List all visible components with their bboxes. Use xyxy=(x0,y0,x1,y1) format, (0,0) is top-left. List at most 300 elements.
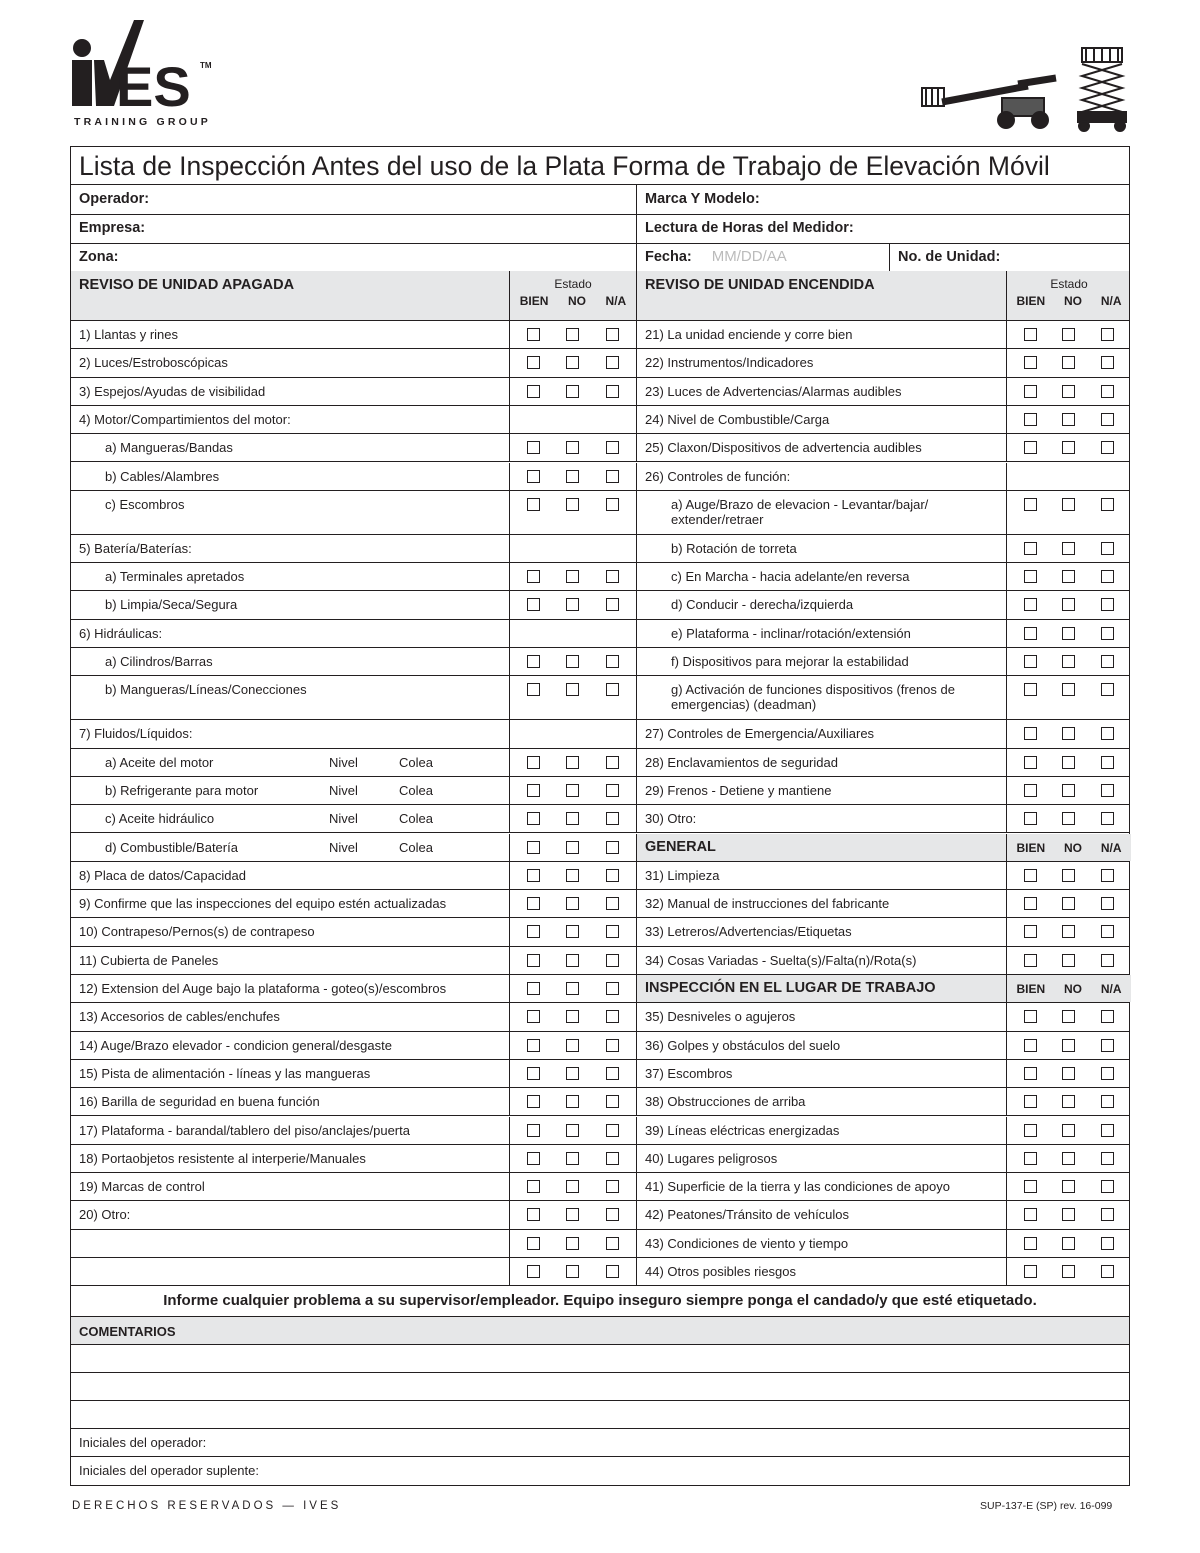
left-item-na-checkbox[interactable] xyxy=(606,356,619,369)
comment-line[interactable] xyxy=(71,1345,1129,1372)
left-item-na-checkbox[interactable] xyxy=(606,954,619,967)
left-item-no-checkbox[interactable] xyxy=(566,1152,579,1165)
left-item-bien-checkbox[interactable] xyxy=(527,756,540,769)
right-item-bien-checkbox[interactable] xyxy=(1024,413,1037,426)
left-item-na-checkbox[interactable] xyxy=(606,812,619,825)
left-item-text: a) Terminales apretados xyxy=(105,569,245,585)
zona-field[interactable]: Zona: xyxy=(79,249,119,265)
left-status-cell xyxy=(509,1173,636,1200)
iniciales-row xyxy=(71,1429,1129,1457)
left-item-na-checkbox[interactable] xyxy=(606,925,619,938)
left-item-no-checkbox[interactable] xyxy=(566,756,579,769)
right-item-no-checkbox[interactable] xyxy=(1062,441,1075,454)
right-status-cell xyxy=(1006,947,1131,974)
right-item-no-checkbox[interactable] xyxy=(1062,727,1075,740)
left-item-na-checkbox[interactable] xyxy=(606,655,619,668)
right-item-bien-checkbox[interactable] xyxy=(1024,570,1037,583)
left-item-bien-checkbox[interactable] xyxy=(527,841,540,854)
left-item-bien-checkbox[interactable] xyxy=(527,1039,540,1052)
left-item-text: a) Mangueras/Bandas xyxy=(105,440,233,456)
right-item-na-checkbox[interactable] xyxy=(1101,1067,1114,1080)
right-status-cell xyxy=(1006,1173,1131,1200)
left-item-na-checkbox[interactable] xyxy=(606,1124,619,1137)
left-item-bien-checkbox[interactable] xyxy=(527,570,540,583)
section-bien-label: BIEN xyxy=(1016,840,1046,855)
left-item-no-checkbox[interactable] xyxy=(566,982,579,995)
left-item-na-checkbox[interactable] xyxy=(606,1095,619,1108)
right-item-no-checkbox[interactable] xyxy=(1062,1010,1075,1023)
right-item-bien-checkbox[interactable] xyxy=(1024,683,1037,696)
right-item-checkboxes xyxy=(1007,1038,1131,1052)
left-item-bien-checkbox[interactable] xyxy=(527,470,540,483)
comment-line[interactable] xyxy=(71,1401,1129,1428)
left-item-bien-checkbox[interactable] xyxy=(527,1208,540,1221)
logo-subtitle: TRAINING GROUP xyxy=(74,116,211,128)
left-item-bien-checkbox[interactable] xyxy=(527,954,540,967)
left-item-no-checkbox[interactable] xyxy=(566,954,579,967)
right-item-checkboxes xyxy=(1007,384,1131,398)
left-status-cell xyxy=(509,676,636,719)
left-item-text: 4) Motor/Compartimientos del motor: xyxy=(79,411,291,427)
table-row xyxy=(71,749,1129,777)
marca-modelo-field[interactable]: Marca Y Modelo: xyxy=(636,185,1131,214)
right-item-label: 36) Golpes y obstáculos del suelo xyxy=(636,1032,1006,1059)
right-item-checkboxes xyxy=(1007,1009,1131,1023)
left-item-label xyxy=(71,676,509,719)
right-item-checkboxes xyxy=(1007,1179,1131,1193)
left-item-na-checkbox[interactable] xyxy=(606,470,619,483)
left-item-bien-checkbox[interactable] xyxy=(527,441,540,454)
left-item-checkboxes xyxy=(510,1038,636,1052)
right-item-no-checkbox[interactable] xyxy=(1062,1208,1075,1221)
right-item-na-checkbox[interactable] xyxy=(1101,356,1114,369)
left-status-cell xyxy=(509,1145,636,1172)
right-item-label: a) Auge/Brazo de elevacion - Levantar/bajar/ extender/retraer xyxy=(636,491,1006,534)
left-item-label xyxy=(71,805,509,832)
right-item-na-checkbox[interactable] xyxy=(1101,869,1114,882)
left-item-bien-checkbox[interactable] xyxy=(527,784,540,797)
left-item-na-checkbox[interactable] xyxy=(606,1265,619,1278)
right-item-no-checkbox[interactable] xyxy=(1062,1039,1075,1052)
right-bien-label: BIEN xyxy=(1016,294,1046,308)
left-item-na-checkbox[interactable] xyxy=(606,598,619,611)
right-item-checkboxes xyxy=(1007,1207,1131,1221)
left-item-bien-checkbox[interactable] xyxy=(527,1010,540,1023)
left-item-no-checkbox[interactable] xyxy=(566,1010,579,1023)
left-item-checkboxes xyxy=(510,896,636,910)
right-item-bien-checkbox[interactable] xyxy=(1024,784,1037,797)
left-item-no-checkbox[interactable] xyxy=(566,1180,579,1193)
left-item-no-checkbox[interactable] xyxy=(566,441,579,454)
left-item-label xyxy=(71,463,509,490)
left-item-bien-checkbox[interactable] xyxy=(527,1067,540,1080)
left-item-label xyxy=(71,947,509,974)
left-item-na-checkbox[interactable] xyxy=(606,1067,619,1080)
right-status-cell xyxy=(1006,406,1131,433)
right-item-no-checkbox[interactable] xyxy=(1062,869,1075,882)
right-item-no-checkbox[interactable] xyxy=(1062,756,1075,769)
right-item-no-checkbox[interactable] xyxy=(1062,1095,1075,1108)
left-item-no-checkbox[interactable] xyxy=(566,570,579,583)
left-item-bien-checkbox[interactable] xyxy=(527,982,540,995)
left-item-text: 15) Pista de alimentación - líneas y las mangueras xyxy=(79,1065,371,1081)
left-item-bien-checkbox[interactable] xyxy=(527,897,540,910)
left-item-na-checkbox[interactable] xyxy=(606,869,619,882)
left-item-na-checkbox[interactable] xyxy=(606,784,619,797)
right-item-no-checkbox[interactable] xyxy=(1062,498,1075,511)
table-row xyxy=(71,535,1129,563)
right-item-bien-checkbox[interactable] xyxy=(1024,1237,1037,1250)
right-item-bien-checkbox[interactable] xyxy=(1024,655,1037,668)
right-item-bien-checkbox[interactable] xyxy=(1024,954,1037,967)
right-item-na-checkbox[interactable] xyxy=(1101,727,1114,740)
right-status-cell xyxy=(1006,620,1131,647)
right-item-no-checkbox[interactable] xyxy=(1062,328,1075,341)
right-item-bien-checkbox[interactable] xyxy=(1024,1010,1037,1023)
left-item-na-checkbox[interactable] xyxy=(606,1010,619,1023)
left-item-no-checkbox[interactable] xyxy=(566,683,579,696)
right-item-no-checkbox[interactable] xyxy=(1062,627,1075,640)
right-item-bien-checkbox[interactable] xyxy=(1024,1067,1037,1080)
lectura-horas-field[interactable]: Lectura de Horas del Medidor: xyxy=(636,214,1131,243)
left-item-na-checkbox[interactable] xyxy=(606,982,619,995)
right-status-cell xyxy=(1006,1117,1131,1144)
table-row xyxy=(71,1032,1129,1060)
right-item-label: 37) Escombros xyxy=(636,1060,1006,1087)
right-item-na-checkbox[interactable] xyxy=(1101,328,1114,341)
right-item-no-checkbox[interactable] xyxy=(1062,784,1075,797)
notice-row xyxy=(71,1286,1129,1317)
left-item-text: 12) Extension del Auge bajo la plataforma - goteo(s)/escombros xyxy=(79,981,447,996)
right-item-na-checkbox[interactable] xyxy=(1101,812,1114,825)
right-item-na-checkbox[interactable] xyxy=(1101,655,1114,668)
left-item-bien-checkbox[interactable] xyxy=(527,683,540,696)
left-item-na-checkbox[interactable] xyxy=(606,1180,619,1193)
left-item-na-checkbox[interactable] xyxy=(606,841,619,854)
left-status-cell xyxy=(509,648,636,675)
right-item-label: 27) Controles de Emergencia/Auxiliares xyxy=(636,720,1006,747)
right-item-checkboxes xyxy=(1007,626,1131,640)
left-item-no-checkbox[interactable] xyxy=(566,1237,579,1250)
left-item-bien-checkbox[interactable] xyxy=(527,812,540,825)
right-item-no-checkbox[interactable] xyxy=(1062,570,1075,583)
right-item-no-checkbox[interactable] xyxy=(1062,1180,1075,1193)
iniciales-operador-field[interactable]: Iniciales del operador: xyxy=(79,1435,207,1451)
left-item-bien-checkbox[interactable] xyxy=(527,869,540,882)
left-item-bien-checkbox[interactable] xyxy=(527,925,540,938)
right-item-na-checkbox[interactable] xyxy=(1101,1010,1114,1023)
left-item-no-checkbox[interactable] xyxy=(566,869,579,882)
right-status-cell xyxy=(1006,676,1131,719)
right-item-bien-checkbox[interactable] xyxy=(1024,897,1037,910)
right-item-na-checkbox[interactable] xyxy=(1101,627,1114,640)
iniciales-suplente-row xyxy=(71,1457,1129,1484)
comment-row xyxy=(71,1345,1129,1373)
left-item-no-checkbox[interactable] xyxy=(566,356,579,369)
form-title: Lista de Inspección Antes del uso de la Plata Forma de Trabajo de Elevación Móvil xyxy=(71,147,1129,185)
left-item-no-checkbox[interactable] xyxy=(566,1208,579,1221)
right-item-label: 44) Otros posibles riesgos xyxy=(636,1258,1006,1285)
left-item-na-checkbox[interactable] xyxy=(606,498,619,511)
right-item-na-checkbox[interactable] xyxy=(1101,598,1114,611)
right-item-no-checkbox[interactable] xyxy=(1062,1152,1075,1165)
left-item-checkboxes xyxy=(510,1264,636,1278)
right-item-bien-checkbox[interactable] xyxy=(1024,1180,1037,1193)
left-item-na-checkbox[interactable] xyxy=(606,1237,619,1250)
lift-machines-icon xyxy=(918,42,1130,134)
right-item-na-checkbox[interactable] xyxy=(1101,1265,1114,1278)
right-item-no-checkbox[interactable] xyxy=(1062,683,1075,696)
left-item-bien-checkbox[interactable] xyxy=(527,1237,540,1250)
right-item-na-checkbox[interactable] xyxy=(1101,413,1114,426)
right-item-na-checkbox[interactable] xyxy=(1101,1237,1114,1250)
right-item-na-checkbox[interactable] xyxy=(1101,897,1114,910)
table-row xyxy=(71,834,1129,862)
right-item-na-checkbox[interactable] xyxy=(1101,498,1114,511)
right-item-no-checkbox[interactable] xyxy=(1062,356,1075,369)
left-item-no-checkbox[interactable] xyxy=(566,925,579,938)
right-item-na-checkbox[interactable] xyxy=(1101,925,1114,938)
right-item-na-checkbox[interactable] xyxy=(1101,1039,1114,1052)
right-item-bien-checkbox[interactable] xyxy=(1024,1152,1037,1165)
left-item-no-checkbox[interactable] xyxy=(566,598,579,611)
right-item-na-checkbox[interactable] xyxy=(1101,542,1114,555)
right-section-status-header xyxy=(1006,975,1131,1002)
right-item-bien-checkbox[interactable] xyxy=(1024,598,1037,611)
left-item-bien-checkbox[interactable] xyxy=(527,498,540,511)
left-item-bien-checkbox[interactable] xyxy=(527,598,540,611)
right-item-no-checkbox[interactable] xyxy=(1062,1237,1075,1250)
left-item-label xyxy=(71,975,509,1002)
right-item-no-checkbox[interactable] xyxy=(1062,1124,1075,1137)
left-item-label xyxy=(71,1258,509,1285)
table-row xyxy=(71,1117,1129,1145)
right-item-na-checkbox[interactable] xyxy=(1101,756,1114,769)
right-item-bien-checkbox[interactable] xyxy=(1024,1208,1037,1221)
left-item-no-checkbox[interactable] xyxy=(566,470,579,483)
right-item-na-checkbox[interactable] xyxy=(1101,385,1114,398)
right-item-bien-checkbox[interactable] xyxy=(1024,869,1037,882)
right-item-checkboxes xyxy=(1007,1066,1131,1080)
colea-label: Colea xyxy=(399,754,433,770)
right-section-title: REVISO DE UNIDAD ENCENDIDA xyxy=(636,271,1006,320)
right-item-checkboxes xyxy=(1007,1151,1131,1165)
left-item-checkboxes xyxy=(510,755,636,769)
right-item-checkboxes xyxy=(1007,924,1131,938)
right-item-no-checkbox[interactable] xyxy=(1062,812,1075,825)
right-item-checkboxes xyxy=(1007,953,1131,967)
left-status-cell xyxy=(509,720,636,747)
right-item-na-checkbox[interactable] xyxy=(1101,441,1114,454)
inspection-form xyxy=(70,146,1130,1486)
left-item-no-checkbox[interactable] xyxy=(566,498,579,511)
right-item-na-checkbox[interactable] xyxy=(1101,1180,1114,1193)
left-item-label xyxy=(71,918,509,945)
right-status-cell xyxy=(1006,890,1131,917)
right-item-no-checkbox[interactable] xyxy=(1062,897,1075,910)
left-item-no-checkbox[interactable] xyxy=(566,328,579,341)
right-item-bien-checkbox[interactable] xyxy=(1024,812,1037,825)
left-item-no-checkbox[interactable] xyxy=(566,841,579,854)
right-item-checkboxes xyxy=(1007,355,1131,369)
left-item-checkboxes xyxy=(510,981,636,995)
left-item-na-checkbox[interactable] xyxy=(606,897,619,910)
left-item-checkboxes xyxy=(510,384,636,398)
right-item-no-checkbox[interactable] xyxy=(1062,385,1075,398)
left-item-text: 10) Contrapeso/Pernos(s) de contrapeso xyxy=(79,924,315,940)
left-status-cell xyxy=(509,890,636,917)
iniciales-suplente-field[interactable]: Iniciales del operador suplente: xyxy=(79,1463,259,1479)
left-item-na-checkbox[interactable] xyxy=(606,441,619,454)
left-no-label: NO xyxy=(567,294,586,308)
left-item-bien-checkbox[interactable] xyxy=(527,1180,540,1193)
left-item-na-checkbox[interactable] xyxy=(606,570,619,583)
right-item-na-checkbox[interactable] xyxy=(1101,1095,1114,1108)
left-item-na-checkbox[interactable] xyxy=(606,1152,619,1165)
footer-form-code: SUP-137-E (SP) rev. 16-099 xyxy=(980,1500,1113,1512)
right-item-na-checkbox[interactable] xyxy=(1101,570,1114,583)
right-item-bien-checkbox[interactable] xyxy=(1024,356,1037,369)
left-item-label xyxy=(71,535,509,562)
left-item-bien-checkbox[interactable] xyxy=(527,1095,540,1108)
left-item-bien-checkbox[interactable] xyxy=(527,1265,540,1278)
left-item-no-checkbox[interactable] xyxy=(566,784,579,797)
right-item-bien-checkbox[interactable] xyxy=(1024,1095,1037,1108)
left-item-checkboxes xyxy=(510,355,636,369)
right-item-na-checkbox[interactable] xyxy=(1101,1152,1114,1165)
right-item-bien-checkbox[interactable] xyxy=(1024,627,1037,640)
table-row xyxy=(71,1173,1129,1201)
left-item-na-checkbox[interactable] xyxy=(606,385,619,398)
left-status-cell xyxy=(509,406,636,433)
right-item-label: 43) Condiciones de viento y tiempo xyxy=(636,1230,1006,1257)
right-item-bien-checkbox[interactable] xyxy=(1024,441,1037,454)
right-item-bien-checkbox[interactable] xyxy=(1024,925,1037,938)
left-item-label xyxy=(71,1173,509,1200)
left-item-na-checkbox[interactable] xyxy=(606,1039,619,1052)
right-status-cell xyxy=(1006,378,1131,405)
right-item-label: c) En Marcha - hacia adelante/en reversa xyxy=(636,563,1006,590)
unidad-field[interactable]: No. de Unidad: xyxy=(889,243,1131,272)
left-item-no-checkbox[interactable] xyxy=(566,897,579,910)
right-item-bien-checkbox[interactable] xyxy=(1024,385,1037,398)
left-item-na-checkbox[interactable] xyxy=(606,756,619,769)
colea-label: Colea xyxy=(399,839,433,855)
right-item-checkboxes xyxy=(1007,896,1131,910)
left-item-checkboxes xyxy=(510,811,636,825)
right-item-na-checkbox[interactable] xyxy=(1101,1208,1114,1221)
operador-field[interactable]: Operador: xyxy=(79,191,150,207)
table-row xyxy=(71,777,1129,805)
left-status-cell xyxy=(509,1258,636,1285)
left-item-no-checkbox[interactable] xyxy=(566,1039,579,1052)
right-item-label: e) Plataforma - inclinar/rotación/extensión xyxy=(636,620,1006,647)
left-item-no-checkbox[interactable] xyxy=(566,655,579,668)
right-status-cell xyxy=(1006,463,1131,490)
right-item-no-checkbox[interactable] xyxy=(1062,413,1075,426)
table-row xyxy=(71,406,1129,434)
table-row xyxy=(71,463,1129,491)
left-item-bien-checkbox[interactable] xyxy=(527,1124,540,1137)
left-item-label xyxy=(71,1230,509,1257)
left-item-checkboxes xyxy=(510,469,636,483)
left-item-na-checkbox[interactable] xyxy=(606,683,619,696)
right-item-label: 26) Controles de función: xyxy=(636,463,1006,490)
right-item-no-checkbox[interactable] xyxy=(1062,1067,1075,1080)
right-status-cell xyxy=(1006,349,1131,376)
right-item-na-checkbox[interactable] xyxy=(1101,683,1114,696)
right-status-cell xyxy=(1006,1230,1131,1257)
right-item-no-checkbox[interactable] xyxy=(1062,598,1075,611)
left-item-no-checkbox[interactable] xyxy=(566,1124,579,1137)
left-item-bien-checkbox[interactable] xyxy=(527,385,540,398)
right-item-label: 39) Líneas eléctricas energizadas xyxy=(636,1117,1006,1144)
left-item-no-checkbox[interactable] xyxy=(566,1067,579,1080)
left-item-na-checkbox[interactable] xyxy=(606,328,619,341)
left-item-label xyxy=(71,591,509,618)
right-item-bien-checkbox[interactable] xyxy=(1024,1265,1037,1278)
left-item-no-checkbox[interactable] xyxy=(566,385,579,398)
right-item-bien-checkbox[interactable] xyxy=(1024,756,1037,769)
left-item-bien-checkbox[interactable] xyxy=(527,655,540,668)
right-item-checkboxes xyxy=(1007,811,1131,825)
left-item-na-checkbox[interactable] xyxy=(606,1208,619,1221)
section-no-label: NO xyxy=(1063,982,1082,996)
right-status-cell xyxy=(1006,1258,1131,1285)
right-item-na-checkbox[interactable] xyxy=(1101,954,1114,967)
empresa-field[interactable]: Empresa: xyxy=(79,220,146,236)
left-item-label xyxy=(71,1145,509,1172)
right-item-bien-checkbox[interactable] xyxy=(1024,498,1037,511)
right-item-na-checkbox[interactable] xyxy=(1101,1124,1114,1137)
left-item-text: 19) Marcas de control xyxy=(79,1179,205,1195)
table-row xyxy=(71,1060,1129,1088)
right-item-bien-checkbox[interactable] xyxy=(1024,1124,1037,1137)
right-item-no-checkbox[interactable] xyxy=(1062,542,1075,555)
left-item-bien-checkbox[interactable] xyxy=(527,1152,540,1165)
left-item-bien-checkbox[interactable] xyxy=(527,328,540,341)
left-item-no-checkbox[interactable] xyxy=(566,1095,579,1108)
right-item-no-checkbox[interactable] xyxy=(1062,925,1075,938)
left-item-label xyxy=(71,620,509,647)
right-item-no-checkbox[interactable] xyxy=(1062,655,1075,668)
right-item-bien-checkbox[interactable] xyxy=(1024,727,1037,740)
right-item-label: 25) Claxon/Dispositivos de advertencia audibles xyxy=(636,434,1006,461)
left-item-no-checkbox[interactable] xyxy=(566,812,579,825)
right-item-bien-checkbox[interactable] xyxy=(1024,1039,1037,1052)
nivel-label: Nivel xyxy=(329,811,358,827)
left-status-cell xyxy=(509,491,636,534)
comment-line[interactable] xyxy=(71,1373,1129,1400)
right-item-checkboxes xyxy=(1007,569,1131,583)
fecha-field[interactable] xyxy=(636,243,889,272)
nivel-label: Nivel xyxy=(329,782,358,798)
right-item-no-checkbox[interactable] xyxy=(1062,1265,1075,1278)
left-item-bien-checkbox[interactable] xyxy=(527,356,540,369)
right-status-cell xyxy=(1006,1060,1131,1087)
right-item-no-checkbox[interactable] xyxy=(1062,954,1075,967)
right-item-na-checkbox[interactable] xyxy=(1101,784,1114,797)
right-item-bien-checkbox[interactable] xyxy=(1024,542,1037,555)
left-item-checkboxes xyxy=(510,1094,636,1108)
right-item-bien-checkbox[interactable] xyxy=(1024,328,1037,341)
right-status-cell xyxy=(1006,491,1131,534)
left-item-no-checkbox[interactable] xyxy=(566,1265,579,1278)
right-item-checkboxes xyxy=(1007,497,1131,511)
checklist-header-row xyxy=(71,271,1129,321)
left-item-checkboxes xyxy=(510,1009,636,1023)
table-row xyxy=(71,1201,1129,1229)
